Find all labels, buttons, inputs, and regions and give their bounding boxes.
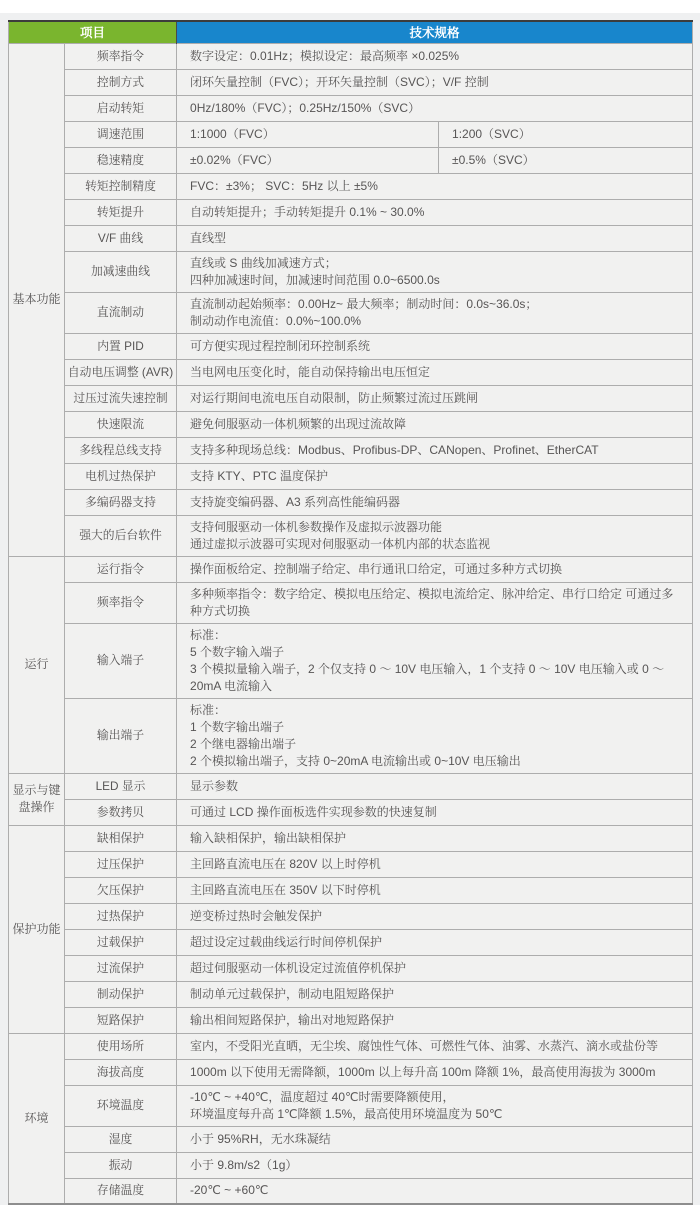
spec-label-cell: 参数拷贝 [65,799,177,825]
spec-row [9,1126,693,1152]
group-cell: 保护功能 [9,825,65,1033]
spec-label-cell: 频率指令 [65,43,177,69]
spec-value-line: 自动转矩提升；手动转矩提升 0.1% ~ 30.0% [190,204,425,219]
spec-row [9,1085,693,1126]
spec-row [9,955,693,981]
spec-value-line: 小于 95%RH，无水珠凝结 [190,1131,331,1146]
spec-value-line: 标准： [190,702,227,717]
spec-row [9,515,693,556]
spec-row [9,799,693,825]
spec-value-cell [177,799,693,825]
spec-label-cell: 输出端子 [65,698,177,773]
spec-row [9,698,693,773]
spec-value-cell [177,825,693,851]
spec-row [9,556,693,582]
spec-row [9,582,693,623]
spec-label-cell: 启动转矩 [65,95,177,121]
spec-value-line: 小于 9.8m/s2（1g） [190,1157,298,1172]
group-cell: 基本功能 [9,43,65,556]
spec-value-line: FVC：±3%； SVC：5Hz 以上 ±5% [190,178,378,193]
spec-label-cell: 多编码器支持 [65,489,177,515]
spec-label-cell: 欠压保护 [65,877,177,903]
spec-value-line: 多种频率指令：数字给定、模拟电压给定、模拟电流给定、脉冲给定、串行口给定 可通过多种方式切换 [190,586,674,618]
spec-value-cell: ±0.02%（FVC） [177,147,439,173]
header-spec-cell: 技术规格 [177,21,693,43]
spec-label-cell: 直流制动 [65,292,177,333]
spec-value-line: 主回路直流电压在 350V 以下时停机 [190,882,381,897]
spec-label-cell: 过压过流失速控制 [65,385,177,411]
spec-value-line: 3 个模拟量输入端子，2 个仅支持 0 ～ 10V 电压输入，1 个支持 0 ～ 10V 电压输入或 0 ～ 20mA 电流输入 [190,661,665,693]
spec-row [9,463,693,489]
spec-value-line: 可方便实现过程控制闭环控制系统 [190,338,371,353]
spec-value-cell [177,955,693,981]
spec-value-line: 输入缺相保护，输出缺相保护 [190,830,347,845]
spec-value-cell [177,225,693,251]
spec-row [9,1178,693,1204]
spec-label-cell: V/F 曲线 [65,225,177,251]
spec-row [9,1059,693,1085]
spec-value-line: 1 个数字输出端子 [190,719,285,734]
group-cell: 环境 [9,1033,65,1204]
spec-value-cell [177,981,693,1007]
spec-row [9,43,693,69]
spec-label-cell: 海拔高度 [65,1059,177,1085]
spec-value-line: 直线型 [190,230,227,245]
spec-row [9,825,693,851]
spec-value-cell [177,1033,693,1059]
spec-value-cell: 1:200（SVC） [439,121,693,147]
spec-value-line: 支持多种现场总线：Modbus、Profibus-DP、CANopen、Profinet、EtherCAT [190,442,599,457]
spec-value-cell [177,556,693,582]
spec-label-cell: 内置 PID [65,333,177,359]
spec-value-cell [177,1059,693,1085]
spec-label-cell: 过载保护 [65,929,177,955]
spec-row [9,359,693,385]
spec-row [9,385,693,411]
spec-row [9,199,693,225]
spec-row [9,1033,693,1059]
spec-value-cell [177,623,693,698]
spec-value-line: 可通过 LCD 操作面板选件实现参数的快速复制 [190,804,437,819]
spec-value-cell [177,359,693,385]
spec-label-cell: 控制方式 [65,69,177,95]
spec-value-cell [177,95,693,121]
spec-label-cell: 稳速精度 [65,147,177,173]
spec-value-cell [177,1007,693,1033]
spec-value-cell [177,385,693,411]
spec-value-cell: 1:1000（FVC） [177,121,439,147]
spec-value-line: 制动动作电流值：0.0%~100.0% [190,313,362,328]
spec-value-cell [177,1178,693,1204]
spec-value-line: 通过虚拟示波器可实现对伺服驱动一体机内部的状态监视 [190,536,491,551]
spec-value-cell [177,437,693,463]
spec-value-cell [177,463,693,489]
spec-value-cell [177,515,693,556]
spec-value-cell [177,199,693,225]
spec-value-line: 支持旋变编码器、A3 系列高性能编码器 [190,494,401,509]
spec-row [9,69,693,95]
spec-row [9,292,693,333]
spec-value-line: 环境温度每升高 1℃降额 1.5%，最高使用环境温度为 50℃ [190,1106,503,1121]
spec-value-cell [177,877,693,903]
spec-value-cell [177,773,693,799]
spec-label-cell: 环境温度 [65,1085,177,1126]
spec-value-line: 显示参数 [190,778,239,793]
spec-label-cell: 过流保护 [65,955,177,981]
spec-label-cell: 加减速曲线 [65,251,177,292]
spec-label-cell: 振动 [65,1152,177,1178]
spec-label-cell: 使用场所 [65,1033,177,1059]
spec-label-cell: 转矩提升 [65,199,177,225]
spec-value-line: 超过设定过载曲线运行时间停机保护 [190,934,383,949]
spec-label-cell: 电机过热保护 [65,463,177,489]
spec-value-cell [177,251,693,292]
spec-value-line: 5 个数字输入端子 [190,644,285,659]
spec-value-line: 直流制动起始频率：0.00Hz~ 最大频率；制动时间：0.0s~36.0s； [190,296,538,311]
spec-value-cell [177,851,693,877]
spec-value-cell [177,489,693,515]
spec-value-cell [177,1152,693,1178]
page-top-strip [0,0,700,13]
spec-value-cell [177,69,693,95]
spec-value-line: 室内，不受阳光直晒，无尘埃、腐蚀性气体、可燃性气体、油雾、水蒸汽、滴水或盐份等 [190,1038,659,1053]
spec-row [9,773,693,799]
spec-table-body [9,43,693,1204]
spec-row [9,121,693,147]
spec-value-line: 2 个模拟输出端子，支持 0~20mA 电流输出或 0~10V 电压输出 [190,753,521,768]
spec-value-line: 闭环矢量控制（FVC）；开环矢量控制（SVC）；V/F 控制 [190,74,489,89]
spec-value-line: 超过伺服驱动一体机设定过流值停机保护 [190,960,407,975]
spec-value-line: 输出相间短路保护，输出对地短路保护 [190,1012,395,1027]
spec-value-line: 操作面板给定、控制端子给定、串行通讯口给定，可通过多种方式切换 [190,561,563,576]
spec-value-line: 直线或 S 曲线加减速方式； [190,255,337,270]
spec-row [9,437,693,463]
spec-value-line: 支持伺服驱动一体机参数操作及虚拟示波器功能 [190,519,443,534]
spec-row [9,251,693,292]
spec-value-line: 主回路直流电压在 820V 以上时停机 [190,856,381,871]
spec-label-cell: 多线程总线支持 [65,437,177,463]
spec-label-cell: 运行指令 [65,556,177,582]
spec-value-cell [177,1085,693,1126]
spec-row [9,981,693,1007]
spec-value-line: -20℃ ~ +60℃ [190,1183,269,1198]
spec-row [9,489,693,515]
spec-label-cell: 输入端子 [65,623,177,698]
spec-value-line: 逆变桥过热时会触发保护 [190,908,323,923]
spec-value-line: 制动单元过载保护，制动电阻短路保护 [190,986,395,1001]
spec-label-cell: 存储温度 [65,1178,177,1204]
spec-value-line: 支持 KTY、PTC 温度保护 [190,468,329,483]
spec-label-cell: 强大的后台软件 [65,515,177,556]
spec-value-cell [177,698,693,773]
spec-label-cell: LED 显示 [65,773,177,799]
spec-value-cell [177,582,693,623]
spec-label-cell: 调速范围 [65,121,177,147]
spec-row [9,929,693,955]
spec-value-cell: ±0.5%（SVC） [439,147,693,173]
spec-value-cell [177,903,693,929]
spec-label-cell: 转矩控制精度 [65,173,177,199]
spec-value-cell [177,929,693,955]
spec-label-cell: 缺相保护 [65,825,177,851]
spec-label-cell: 过热保护 [65,903,177,929]
group-cell: 运行 [9,556,65,773]
spec-value-line: 0Hz/180%（FVC）；0.25Hz/150%（SVC） [190,100,421,115]
spec-row [9,877,693,903]
spec-header-row [9,21,693,43]
spec-row [9,333,693,359]
spec-table [8,20,693,1205]
spec-row [9,1007,693,1033]
spec-label-cell: 湿度 [65,1126,177,1152]
spec-value-line: 当电网电压变化时，能自动保持输出电压恒定 [190,364,431,379]
spec-value-line: 对运行期间电流电压自动限制，防止频繁过流过压跳闸 [190,390,479,405]
spec-label-cell: 快速限流 [65,411,177,437]
spec-value-cell [177,333,693,359]
group-cell: 显示与键盘操作 [9,773,65,825]
spec-row [9,903,693,929]
spec-value-cell [177,43,693,69]
spec-label-cell: 频率指令 [65,582,177,623]
spec-row [9,95,693,121]
header-item-cell: 项目 [9,21,177,43]
spec-value-line: 四种加减速时间，加减速时间范围 0.0~6500.0s [190,272,440,287]
spec-value-cell [177,1126,693,1152]
spec-table-wrap [8,20,692,1205]
spec-value-line: 1000m 以下使用无需降额，1000m 以上每升高 100m 降额 1%，最高使用海拔为 3000m [190,1064,656,1079]
spec-label-cell: 制动保护 [65,981,177,1007]
spec-value-line: 2 个继电器输出端子 [190,736,297,751]
spec-value-line: 避免伺服驱动一体机频繁的出现过流故障 [190,416,407,431]
spec-label-cell: 自动电压调整 (AVR) [65,359,177,385]
spec-value-cell [177,411,693,437]
spec-row [9,225,693,251]
spec-value-line: 数字设定：0.01Hz；模拟设定：最高频率 ×0.025% [190,48,460,63]
spec-value-line: 标准： [190,627,227,642]
spec-row [9,851,693,877]
spec-row [9,1152,693,1178]
spec-value-cell [177,173,693,199]
spec-row [9,411,693,437]
spec-row [9,147,693,173]
spec-label-cell: 过压保护 [65,851,177,877]
spec-label-cell: 短路保护 [65,1007,177,1033]
spec-value-cell [177,292,693,333]
spec-row [9,173,693,199]
spec-row [9,623,693,698]
spec-value-line: -10℃ ~ +40℃，温度超过 40℃时需要降额使用， [190,1089,455,1104]
